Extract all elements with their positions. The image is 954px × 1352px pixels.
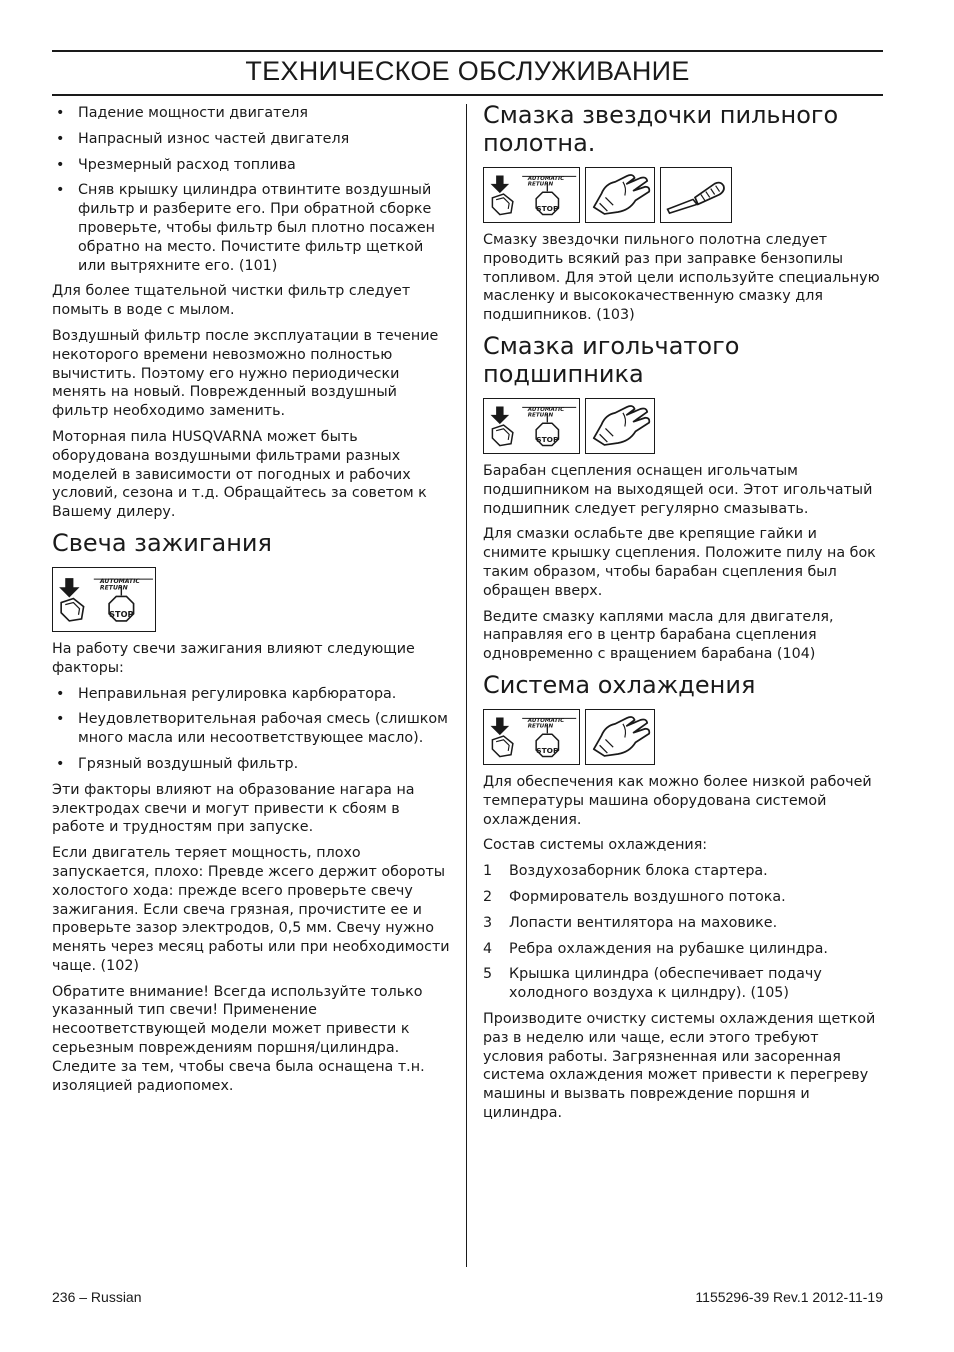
gloves-icon bbox=[585, 398, 655, 454]
cooling-components-list bbox=[483, 862, 883, 1003]
list-item: • Напрасный износ частей двигателя bbox=[56, 130, 350, 147]
paragraph: Обратите внимание! Всегда используйте только указанный тип свечи! Применение несоответствующей модели может привести к серьезным повреждениям поршня/цилиндра. Следите за тем, чтобы свеча была оснащена т.н. изоляцией радиопомех. bbox=[52, 983, 425, 1094]
svg-text:RETURN: RETURN bbox=[99, 584, 128, 592]
header-bottom-rule bbox=[52, 94, 883, 96]
left-column bbox=[52, 104, 450, 1102]
svg-text:RETURN: RETURN bbox=[527, 181, 554, 188]
paragraph: Воздушный фильтр после эксплуатации в течение некоторого времени невозможно полностью вычистить. Поэтому его нужно периодически менять на новый. Поврежденный воздушный фильтр необходимо заменить. bbox=[52, 327, 439, 420]
paragraph: На работу свечи зажигания влияют следующие факторы: bbox=[52, 640, 415, 676]
cooling-icon-row bbox=[483, 709, 883, 765]
document-id: 1155296-39 Rev.1 2012-11-19 bbox=[695, 1289, 883, 1305]
gloves-icon bbox=[585, 167, 655, 223]
cooling-system-heading: Система охлаждения bbox=[483, 670, 756, 699]
needle-icon-row bbox=[483, 398, 883, 454]
paragraph: Состав системы охлаждения: bbox=[483, 837, 708, 854]
air-filter-bullets bbox=[52, 104, 450, 275]
right-column bbox=[483, 101, 883, 1130]
list-item: • Падение мощности двигателя bbox=[56, 105, 309, 121]
svg-text:STOP: STOP bbox=[536, 434, 559, 444]
sprocket-icon-row bbox=[483, 167, 883, 223]
svg-text:RETURN: RETURN bbox=[527, 723, 554, 730]
list-item: 3 Лопасти вентилятора на маховике. bbox=[483, 914, 778, 931]
spark-bullets bbox=[52, 685, 450, 774]
paragraph: Моторная пила HUSQVARNA может быть оборудована воздушными фильтрами разных моделей в зависимости от погодных и рабочих условий, сезона и т.д. Обращайтесь за советом к Вашему дилеру. bbox=[52, 428, 427, 521]
grease-gun-icon bbox=[660, 167, 732, 223]
svg-text:AUTOMATIC: AUTOMATIC bbox=[527, 407, 565, 414]
list-item: 1 Воздухозаборник блока стартера. bbox=[483, 863, 768, 880]
paragraph: Для обеспечения как можно более низкой рабочей температуры машина оборудована системой охлаждения. bbox=[483, 773, 872, 828]
paragraph: Эти факторы влияют на образование нагара на электродах свечи и могут привести к сбоям в работе и трудностям при запуске. bbox=[52, 781, 415, 836]
list-item: 2 Формирователь воздушного потока. bbox=[483, 888, 786, 905]
list-item: 5 Крышка цилиндра (обеспечивает подачу холодного воздуха к цилндру). (105) bbox=[483, 966, 822, 1002]
page-title: ТЕХНИЧЕСКОЕ ОБСЛУЖИВАНИЕ bbox=[245, 56, 690, 86]
header-top-rule bbox=[52, 50, 883, 52]
list-item: • Сняв крышку цилиндра отвинтите воздушный фильтр и разберите его. При обратной сборке проверьте, чтобы фильтр был плотно посажен обратно на место. Почистите фильтр щеткой или вытряхните его. (101) bbox=[56, 182, 436, 274]
column-divider bbox=[466, 104, 467, 1267]
list-item: • Чрезмерный расход топлива bbox=[56, 156, 296, 173]
stop-engine-icon bbox=[52, 567, 156, 632]
spark-plug-heading: Свеча зажигания bbox=[52, 528, 272, 557]
paragraph: Если двигатель теряет мощность, плохо запускается, плохо: Превде жсего держит обороты холостого хода: прежде всего проверьте свечу зажигания. Если свеча грязная, прочистите ее и проверьте зазор электродов, 0,5 мм. Свечу нужно менять через месяц работы или при необходимости чаще. (102) bbox=[52, 845, 450, 974]
sprocket-heading: Смазка звездочки пильного полотна. bbox=[483, 101, 839, 157]
list-item: • Неудовлетворительная рабочая смесь (слишком много масла или несоответствующее масло). bbox=[56, 711, 448, 747]
paragraph: Барабан сцепления оснащен игольчатым подшипником на выходящей оси. Этот игольчатый подшипник следует регулярно смазывать. bbox=[483, 462, 873, 517]
stop-engine-icon bbox=[483, 398, 580, 454]
spark-icon-row bbox=[52, 567, 450, 632]
stop-engine-icon bbox=[483, 167, 580, 223]
paragraph: Смазку звездочки пильного полотна следует проводить всякий раз при заправке бензопилы топливом. Для этой цели используйте специальную масленку и высококачественную смазку для подшипников. (103) bbox=[483, 232, 880, 324]
paragraph: Ведите смазку каплями масла для двигателя, направляя его в центр барабана сцепления одновременно с вращением барабана (104) bbox=[483, 608, 834, 663]
svg-text:AUTOMATIC: AUTOMATIC bbox=[527, 718, 565, 725]
paragraph: Для смазки ослабьте две крепящие гайки и снимите крышку сцепления. Положите пилу на бок таким образом, чтобы барабан сцепления был обращен вверх. bbox=[483, 526, 876, 599]
list-item: • Неправильная регулировка карбюратора. bbox=[56, 685, 397, 702]
svg-text:AUTOMATIC: AUTOMATIC bbox=[99, 578, 140, 586]
svg-text:AUTOMATIC: AUTOMATIC bbox=[527, 176, 565, 183]
gloves-icon bbox=[585, 709, 655, 765]
stop-engine-icon bbox=[483, 709, 580, 765]
paragraph: Производите очистку системы охлаждения щеткой раз в неделю или чаще, если этого требуют условия работы. Загрязненная или засоренная система охлаждения может привести к перегреву машины и вызвать повреждение поршня и цилиндра. bbox=[483, 1010, 876, 1121]
list-item: 4 Ребра охлаждения на рубашке цилиндра. bbox=[483, 940, 828, 957]
list-item: • Грязный воздушный фильтр. bbox=[56, 755, 299, 772]
svg-text:STOP: STOP bbox=[109, 608, 134, 619]
svg-text:STOP: STOP bbox=[536, 745, 559, 755]
paragraph: Для более тщательной чистки фильтр следует помыть в воде с мылом. bbox=[52, 283, 411, 319]
svg-text:RETURN: RETURN bbox=[527, 412, 554, 419]
page-number: 236 – Russian bbox=[52, 1289, 142, 1305]
svg-text:STOP: STOP bbox=[536, 203, 559, 213]
needle-bearing-heading: Смазка игольчатого подшипника bbox=[483, 331, 740, 388]
